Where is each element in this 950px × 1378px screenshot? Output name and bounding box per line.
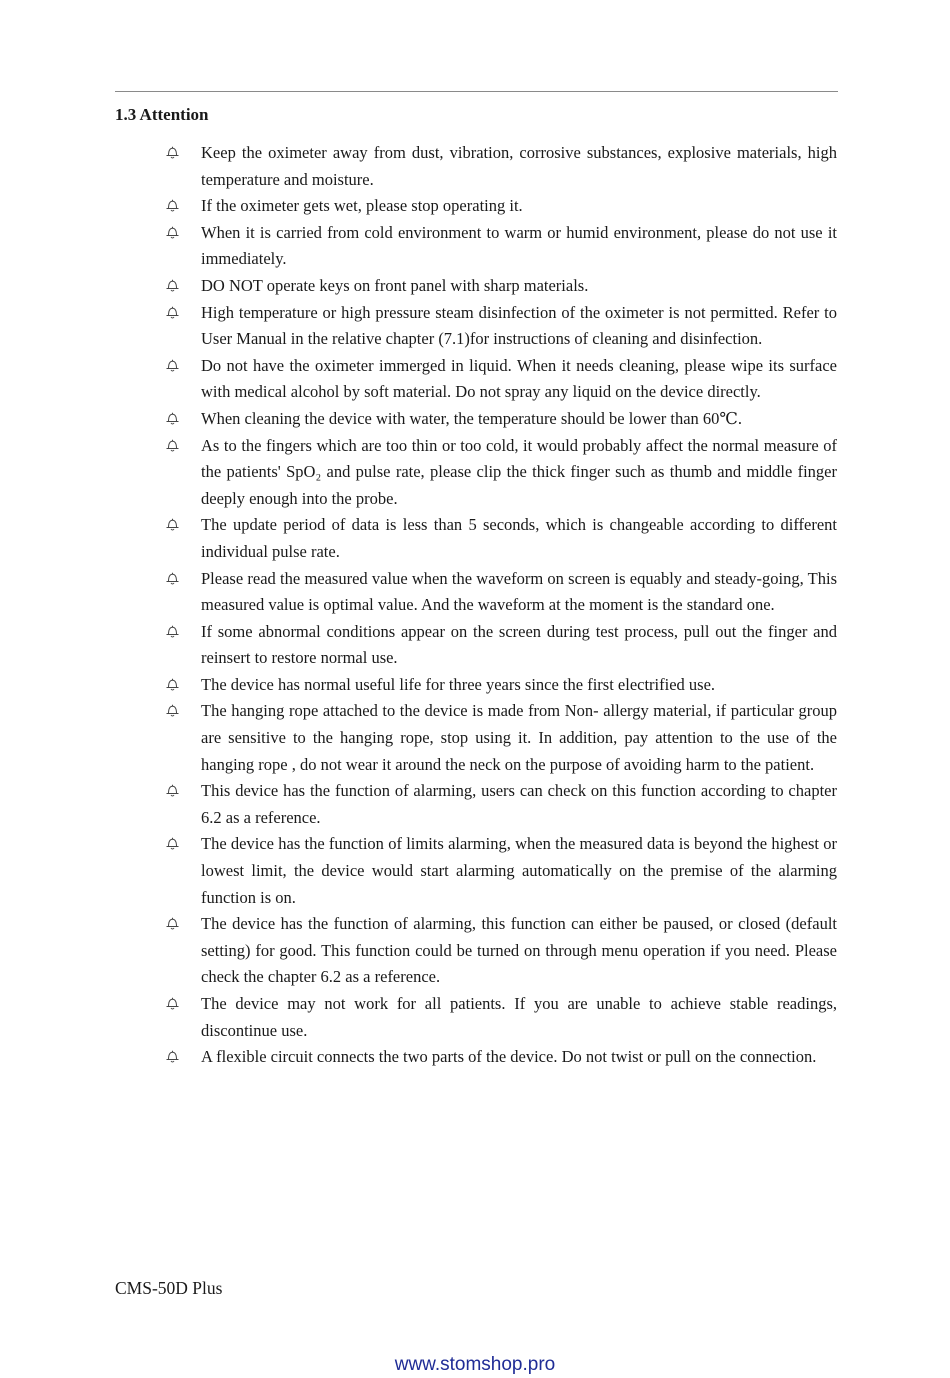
- bell-icon: [165, 698, 201, 778]
- bell-icon: [165, 220, 201, 273]
- list-item-text: If the oximeter gets wet, please stop operating it.: [201, 196, 523, 216]
- list-item: [165, 273, 837, 300]
- list-item: [165, 220, 837, 273]
- list-item: [165, 698, 837, 778]
- bell-icon: [165, 566, 201, 619]
- list-item-text: The device has the function of limits alarming, when the measured data is beyond the highest or lowest limit, the device would start alarming automatically on the premise of the alarming function is on.: [201, 834, 837, 907]
- list-item-text: This device has the function of alarming, users can check on this function according to chapter 6.2 as a reference.: [201, 781, 837, 827]
- list-item: [165, 991, 837, 1044]
- bell-icon: [165, 140, 201, 193]
- bell-icon: [165, 193, 201, 220]
- list-item-text: The update period of data is less than 5 seconds, which is changeable according to different individual pulse rate.: [201, 515, 837, 561]
- bell-icon: [165, 831, 201, 911]
- list-item-text: The device has normal useful life for three years since the first electrified use.: [201, 674, 716, 694]
- list-item: [165, 619, 837, 672]
- website-link[interactable]: www.stomshop.pro: [394, 1354, 556, 1375]
- list-item: [165, 512, 837, 565]
- list-item: [165, 300, 837, 353]
- list-item: [165, 778, 837, 831]
- list-item-text: The device may not work for all patients. If you are unable to achieve stable readings, discontinue use.: [201, 994, 837, 1040]
- list-item-text: DO NOT operate keys on front panel with sharp materials.: [201, 275, 589, 295]
- list-item: [165, 672, 837, 699]
- bell-icon: [165, 273, 201, 300]
- footer-model-name: CMS-50D Plus: [115, 1278, 223, 1298]
- attention-list: [165, 140, 837, 1071]
- list-item-text: As to the fingers which are too thin or too cold, it would probably affect the normal measure of the patients' SpO₂ and pulse rate, please clip the thick finger such as thumb and middle finger deeply enough into the probe.: [201, 435, 837, 508]
- bell-icon: [165, 672, 201, 699]
- bell-icon: [165, 991, 201, 1044]
- header-rule: [115, 91, 838, 92]
- bell-icon: [165, 778, 201, 831]
- list-item: [165, 193, 837, 220]
- list-item-text: Please read the measured value when the waveform on screen is equably and steady-going, This measured value is optimal value. And the waveform at the moment is the standard one.: [201, 568, 837, 615]
- section-heading: 1.3 Attention: [115, 105, 209, 124]
- list-item-text: If some abnormal conditions appear on the screen during test process, pull out the finger and reinsert to restore normal use.: [201, 621, 837, 668]
- list-item-text: Do not have the oximeter immerged in liquid. When it needs cleaning, please wipe its surface with medical alcohol by soft material. Do not spray any liquid on the device directly.: [201, 355, 837, 402]
- list-item: [165, 433, 837, 513]
- bell-icon: [165, 353, 201, 406]
- list-item-text: The hanging rope attached to the device is made from Non- allergy material, if particular group are sensitive to the hanging rope, stop using it. In addition, pay attention to the use of the hanging rope , do not wear it around the neck on the purpose of avoiding harm to the patient.: [201, 701, 837, 774]
- list-item-text: When it is carried from cold environment to warm or humid environment, please do not use it immediately.: [201, 222, 837, 269]
- bell-icon: [165, 300, 201, 353]
- bell-icon: [165, 1044, 201, 1071]
- bell-icon: [165, 619, 201, 672]
- bell-icon: [165, 433, 201, 513]
- list-item-text: A flexible circuit connects the two parts of the device. Do not twist or pull on the connection.: [201, 1047, 817, 1067]
- list-item: [165, 353, 837, 406]
- bell-icon: [165, 512, 201, 565]
- list-item: [165, 911, 837, 991]
- list-item: [165, 406, 837, 433]
- list-item-text: High temperature or high pressure steam disinfection of the oximeter is not permitted. Refer to User Manual in the relative chapter (7.1)for instructions of cleaning and disinfection.: [201, 302, 837, 349]
- list-item-text: When cleaning the device with water, the temperature should be lower than 60℃.: [201, 408, 743, 428]
- bell-icon: [165, 406, 201, 433]
- list-item: [165, 831, 837, 911]
- list-item: [165, 1044, 837, 1071]
- list-item: [165, 140, 837, 193]
- bell-icon: [165, 911, 201, 991]
- list-item-text: The device has the function of alarming, this function can either be paused, or closed (default setting) for good. This function could be turned on through menu operation if you need. Please check the chapter 6.2 as a reference.: [201, 914, 837, 987]
- list-item: [165, 566, 837, 619]
- list-item-text: Keep the oximeter away from dust, vibration, corrosive substances, explosive materials, high temperature and moisture.: [201, 143, 837, 189]
